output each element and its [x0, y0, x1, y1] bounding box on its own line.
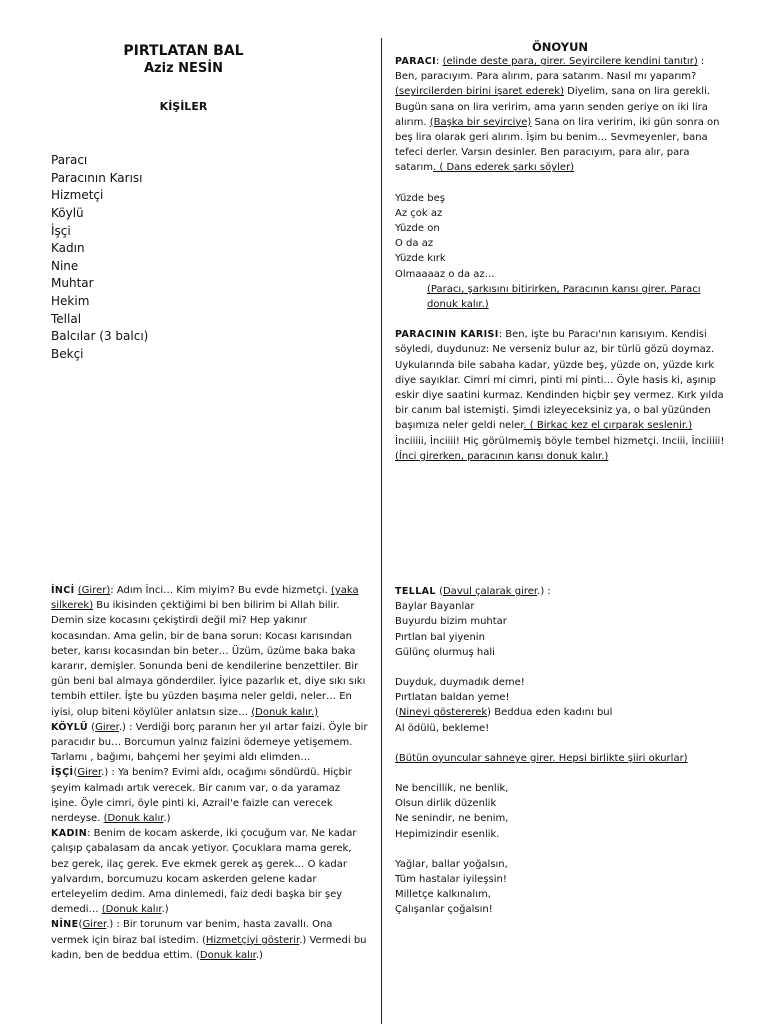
speech-text: Diyelim, sana on lira gerekli. Bugün sana on lira veririm, ama yarın senden geriye on iki lira alırım.	[395, 86, 711, 128]
song-line: O da az	[395, 238, 434, 250]
song-line: Yüzde beş	[395, 192, 445, 204]
speech-text: : Adım İnci… Kim miyim? Bu evde hizmetçi.	[110, 585, 331, 596]
song-line: Olmaaaaz o da az…	[395, 268, 495, 280]
speaker-name: İNCİ	[51, 585, 75, 596]
stage-direction: (İnci girerken, paracının karısı donuk kalır.)	[395, 450, 609, 462]
column-divider	[381, 38, 382, 1024]
cast-item: Paracının Karısı	[51, 170, 143, 185]
isci-speech: İŞÇİ(Girer.) : Ya benim? Evimi aldı, ocağımı söndürdü. Hiçbir şeyim kalmadı artık verecek. Bir canım var, o da yaramaz işine. Öyle cimri, öyle pinti ki, Azrail'e faizle can verecek nerdeyse. (Donuk kalır.)	[51, 767, 352, 825]
stage-direction: (Donuk kalır	[101, 904, 162, 916]
verse-line: Pırtlan bal yiyenin	[395, 631, 485, 643]
stage-direction: (yaka silkerek)	[51, 585, 359, 612]
cast-item: Hizmetçi	[51, 188, 104, 203]
stage-direction: Girer	[82, 919, 107, 931]
speaker-name: PARACI	[395, 56, 437, 67]
cast-item: Köylü	[51, 205, 84, 220]
cast-item: Tellal	[51, 311, 82, 326]
speaker-name: İŞÇİ	[51, 767, 74, 779]
karisi-speech	[395, 327, 725, 449]
speaker-name: NİNE	[51, 919, 79, 931]
stage-direction: . ( Dans ederek şarkı söyler)	[433, 162, 575, 174]
speech-text: Bu ikisinden çektiğimi bi ben bilirim bi Allah bilir. Demin size kocasını çekiştirdi değil mi? Hep yakınır kocasından. Ama gelin, bir de bana sorun: Kocası karısından beter, karısı kocasından bin beter… Üzüm, üzüme baka baka kararır, demişler. Sonunda beni de kendilerine benzettiler. Bir gün beni bal almaya gönderdiler. İyice pazarlık et, diye sıkı sıkı tembih ettiler. İşte bu yüzden başıma neler geldi, neler… En iyisi, olup biteni köylüler anlatsın size…	[51, 600, 366, 718]
speech-text: :	[436, 56, 443, 67]
cast-item: Nine	[51, 258, 79, 273]
verse-line: Al ödülü, bekleme!	[395, 722, 490, 734]
verse-line: Hepimizindir esenlik.	[395, 828, 500, 840]
speech-text: : Benim de kocam askerde, iki çocuğum var. Ne kadar çalışıp çabalasam da ancak yetiyor. Çocuklara mama gerek, bez gerek, ilaç gerek. Eve ekmek gerek aş gerek… O kadar yalvardım, borcumuzu kocam askerden gelene kadar erteleyelim dedim. Ama dinlemedi, faiz dedi başka bir şey demedi…	[51, 828, 357, 916]
scene-dialogue	[51, 583, 369, 963]
verse-line: (Nineyi göstererek) Beddua eden kadını bul	[395, 707, 613, 719]
stage-direction: Donuk kalır	[199, 949, 256, 961]
stage-direction: (Paracı, şarkısını bitirirken, Paracının karısı girer. Paracı donuk kalır.)	[427, 283, 701, 311]
speech-text: : Ben, paracıyım. Para alırım, para satarım. Nasıl mı yaparım?	[395, 56, 705, 83]
verse-line: Milletçe kalkınalım,	[395, 889, 491, 901]
stage-direction: Hizmetçiyi gösterir	[205, 934, 300, 946]
cast-item: Balcılar (3 balcı)	[51, 329, 149, 344]
stage-direction: Girer	[95, 721, 119, 733]
stage-direction: Davul çalarak girer	[442, 586, 538, 597]
verse-line: Pırtlatan baldan yeme!	[395, 692, 510, 704]
koylu-speech: KÖYLÜ (Girer.) : Verdiği borç paranın her yıl artar faizi. Öyle bir paracıdır bu… Borcumun yalnız faizini ödemeye yetişemem. Tarlamı , bağımı, bahçemi her şeyimi aldı elimden…	[51, 721, 368, 764]
speech-text: Sana on lira veririm, iki gün sonra on beş lira olarak geri alırım. İşim bu benim… Sevmeyenler, bana tefeci derler. Varsın desinler. Ben paracıyım, para alır, para satarım	[395, 116, 720, 174]
verse-line: Ne senindir, ne benim,	[395, 813, 509, 825]
song-line: Yüzde on	[395, 223, 440, 235]
cast-item: İşçi	[51, 223, 71, 238]
speaker-name: KÖYLÜ	[51, 721, 88, 733]
prologue-heading: ÖNOYUN	[531, 40, 589, 54]
stage-direction: Girer	[77, 767, 102, 779]
speech-text: : Ben, işte bu Paracı'nın karısıyım. Kendisi söyledi, duydunuz: Ne verseniz bulur az, bir türlü gözü doymaz. Uykularında bile sabaha kadar, yüzde beş, yüzde on, yüzde kırk diye sayıklar. Cimri mi cimri, pinti mi pinti… Öyle hasis ki, aşınıp eskir diye saatini kurmaz. Kendinden hiçbir şey vermez. Kırk yılda bir canım bal istemişti. Şimdi izleyeceksiniz ya, o bal yüzünden başımıza neler geldi neler	[395, 329, 724, 432]
stage-direction: (elinde deste para, girer. Seyircilere kendini tanıtır)	[442, 56, 698, 67]
speaker-name: PARACININ KARISI	[395, 329, 499, 341]
cast-item: Hekim	[51, 293, 90, 308]
play-title: PIRTLATAN BAL	[123, 43, 244, 59]
stage-direction: (Donuk kalır.)	[251, 706, 319, 718]
stage-direction: (Bütün oyuncular sahneye girer. Hepsi birlikte şiiri okurlar)	[395, 752, 688, 764]
verse-line: Olsun dirlik düzenlik	[395, 798, 497, 810]
speech-text: İnciiiii, İnciiii! Hiç görülmemiş böyle tembel hizmetçi. Inciii, İnciiiii!	[395, 435, 725, 447]
speech-text: .) : Ya benim? Evimi aldı, ocağımı söndürdü. Hiçbir şeyim kalmadı artık verecek. Bir canım var, o da yaramaz işine. Öyle cimri, öyle pinti ki, Azrail'e faizle can verecek nerdeyse.	[51, 767, 352, 825]
author-name: Aziz NESİN	[143, 61, 223, 76]
tellal-speech: TELLAL (Davul çalarak girer.) :	[395, 586, 551, 597]
verse-line: Tüm hastalar iyileşsin!	[395, 874, 507, 886]
nine-speech: NİNE(Girer.) : Bir torunum var benim, hasta zavallı. Ona vermek için biraz bal istedim. (Hizmetçiyi gösterir.) Vermedi bu kadın, ben de beddua ettim. (Donuk kalır.)	[51, 919, 367, 961]
speaker-name: KADIN	[51, 828, 88, 840]
cast-page	[51, 42, 351, 363]
cast-item: Kadın	[51, 241, 85, 256]
kadin-speech: KADIN: Benim de kocam askerde, iki çocuğum var. Ne kadar çalışıp çabalasam da ancak yetiyor. Çocuklara mama gerek, bez gerek, ilaç gerek. Eve ekmek gerek aş gerek… O kadar yalvardım, borcumuzu kocam askerden gelene kadar erteleyelim dedim. Ama dinlemedi, faiz dedi başka bir şey demedi… (Donuk kalır.)	[51, 828, 357, 916]
stage-direction: (seyircilerden birini işaret ederek)	[395, 86, 564, 98]
stage-direction: . ( Birkaç kez el çırparak seslenir.)	[523, 420, 693, 432]
paraci-speech	[395, 54, 725, 176]
stage-direction: (Başka bir seyirciye)	[429, 116, 532, 128]
song-line: Az çok az	[395, 207, 443, 219]
cast-heading: KİŞİLER	[159, 100, 208, 113]
speech-text: .) Vermedi bu kadın, ben de beddua ettim. (	[51, 934, 367, 961]
verse-line: Baylar Bayanlar	[395, 601, 475, 613]
cast-item: Bekçi	[51, 346, 84, 361]
verse-line: Çalışanlar çoğalsın!	[395, 904, 493, 916]
cast-item: Muhtar	[51, 276, 94, 291]
stage-direction: (Girer)	[77, 585, 111, 596]
tellal-section	[395, 584, 725, 918]
stage-direction: Nineyi göstererek	[398, 707, 488, 719]
verse-line: Buyurdu bizim muhtar	[395, 616, 507, 628]
cast-item: Paracı	[51, 153, 88, 168]
prologue-page	[395, 40, 725, 464]
song-line: Yüzde kırk	[395, 253, 446, 265]
speaker-name: TELLAL	[395, 586, 436, 597]
verse-line: Ne bencillik, ne benlik,	[395, 783, 509, 795]
paraci-song	[395, 191, 725, 282]
speech-text: .) : Verdiği borç paranın her yıl artar faizi. Öyle bir paracıdır bu… Borcumun yalnız faizini ödemeye yetişemem. Tarlamı , bağımı, bahçemi her şeyimi aldı elimden…	[51, 721, 368, 764]
verse-line: Duyduk, duymadık deme!	[395, 677, 525, 689]
stage-direction: (Donuk kalır	[103, 813, 164, 825]
inci-speech	[51, 583, 369, 720]
verse-line: Gülünç olurmuş hali	[395, 646, 495, 658]
verse-line: Yağlar, ballar yoğalsın,	[395, 858, 508, 870]
speech-text: .) : Bir torunum var benim, hasta zavallı. Ona vermek için biraz bal istedim. (	[51, 919, 333, 946]
cast-list	[51, 152, 351, 363]
